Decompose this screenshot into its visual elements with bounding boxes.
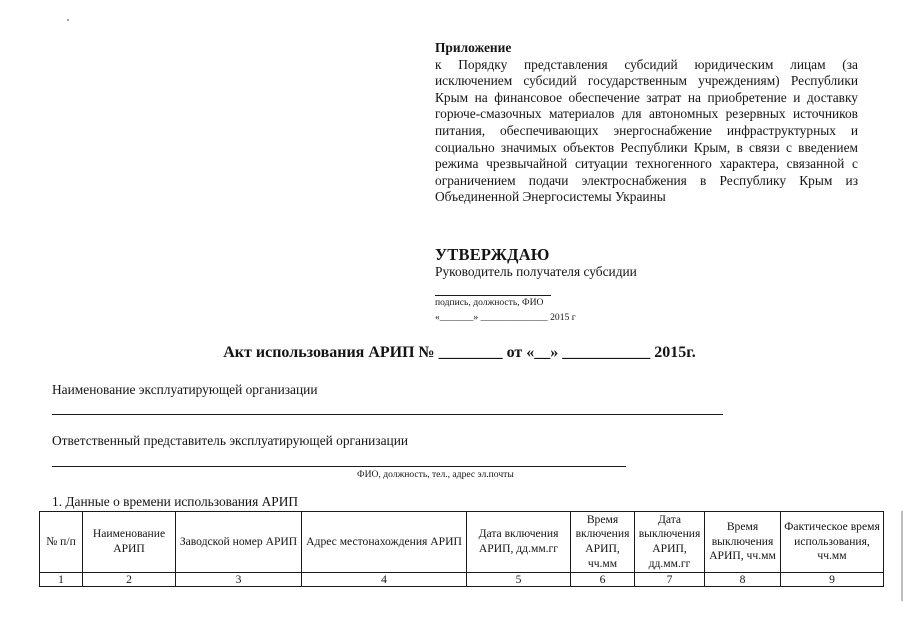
header-on-time: Время включения АРИП, чч.мм bbox=[571, 512, 635, 573]
header-off-time: Время выключения АРИП, чч.мм bbox=[705, 512, 781, 573]
column-number-cell: 8 bbox=[705, 573, 781, 587]
representative-fill-line bbox=[52, 466, 626, 467]
column-number-cell: 5 bbox=[467, 573, 571, 587]
scan-speck bbox=[67, 19, 69, 21]
column-number-cell: 9 bbox=[781, 573, 884, 587]
signature-caption: подпись, должность, ФИО bbox=[435, 297, 544, 308]
column-number-cell: 2 bbox=[83, 573, 176, 587]
column-number-cell: 1 bbox=[40, 573, 83, 587]
annex-title: Приложение bbox=[435, 40, 512, 55]
column-number-cell: 3 bbox=[176, 573, 302, 587]
column-number-cell: 7 bbox=[635, 573, 705, 587]
section-title: 1. Данные о времени использования АРИП bbox=[52, 494, 299, 509]
header-number: № п/п bbox=[40, 512, 83, 573]
act-title: Акт использования АРИП № ________ от «__» ___________ 2015г. bbox=[223, 344, 696, 361]
approval-subheading: Руководитель получателя субсидии bbox=[435, 264, 637, 279]
table-header-row bbox=[40, 512, 884, 573]
annex-block bbox=[435, 40, 858, 206]
header-off-date: Дата выключения АРИП, дд.мм.гг bbox=[635, 512, 705, 573]
header-name: Наименование АРИП bbox=[83, 512, 176, 573]
header-serial: Заводской номер АРИП bbox=[176, 512, 302, 573]
scan-edge-mark bbox=[901, 511, 903, 601]
header-address: Адрес местонахождения АРИП bbox=[302, 512, 467, 573]
representative-caption: ФИО, должность, тел., адрес эл.почты bbox=[357, 469, 514, 480]
organization-label: Наименование эксплуатирующей организации bbox=[52, 382, 318, 397]
approval-date-line: «_______» ______________ 2015 г bbox=[435, 312, 576, 323]
representative-label: Ответственный представитель эксплуатирующей организации bbox=[52, 433, 409, 448]
column-number-cell: 4 bbox=[302, 573, 467, 587]
signature-line bbox=[435, 295, 551, 296]
approval-heading: УТВЕРЖДАЮ bbox=[435, 245, 550, 264]
header-actual-time: Фактическое время использования, чч.мм bbox=[781, 512, 884, 573]
column-number-cell: 6 bbox=[571, 573, 635, 587]
header-on-date: Дата включения АРИП, дд.мм.гг bbox=[467, 512, 571, 573]
annex-text: к Порядку представления субсидий юридическим лицам (за исключением субсидий государственным учреждениям) Республики Крым на финансовое обеспечение затрат на приобретение и доставку горюче-смазочных материалов для автономных резервных источников питания, обеспечивающих энергоснабжение инфраструктурных и социально значимых объектов Республики Крым, в связи с введением режима чрезвычайной ситуации техногенного характера, связанной с ограничением подачи электроснабжения в Республику Крым из Объединенной Энергосистемы Украины bbox=[435, 56, 858, 205]
usage-table bbox=[39, 511, 883, 587]
table-row bbox=[40, 573, 884, 587]
organization-fill-line bbox=[52, 414, 723, 415]
